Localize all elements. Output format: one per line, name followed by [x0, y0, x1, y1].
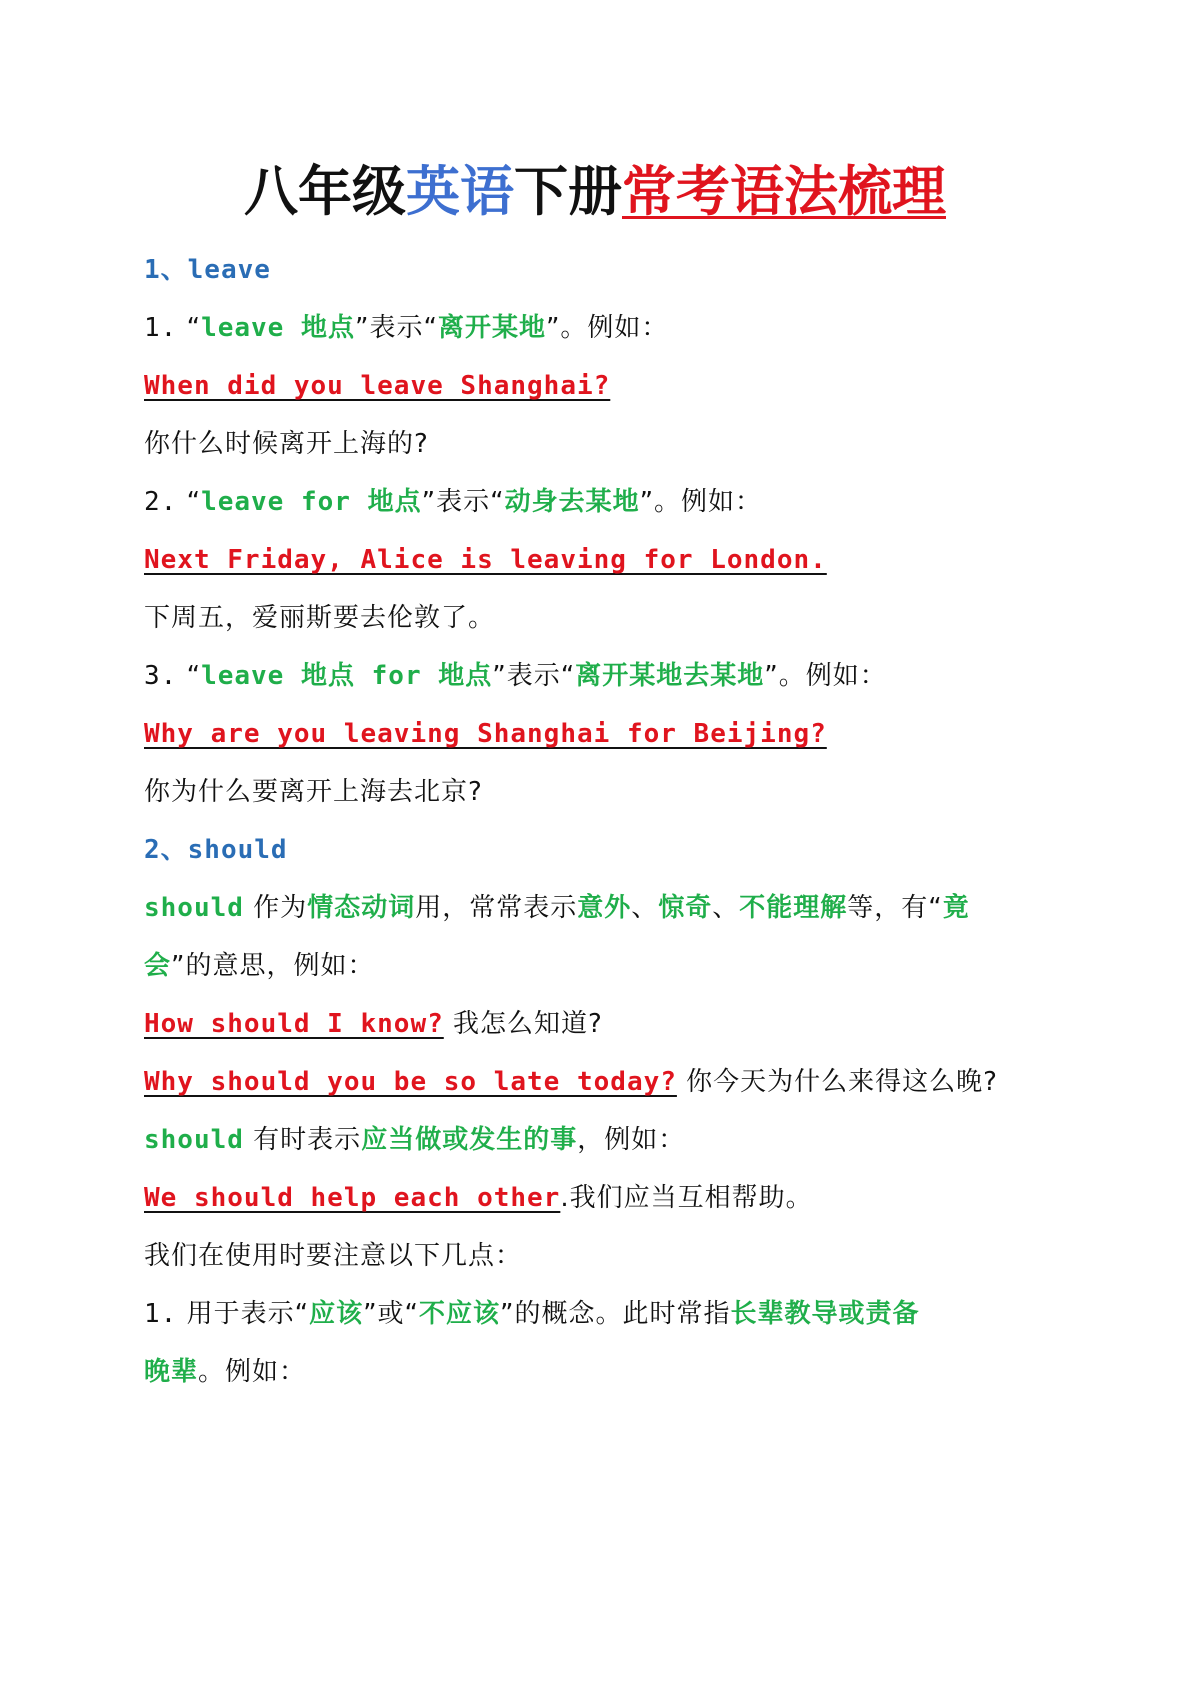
- example-1: [144, 366, 1070, 406]
- text-segment: 用，常常表示: [415, 893, 578, 923]
- rule-1: [144, 308, 1070, 348]
- text-segment: ”的概念。此时常指: [500, 1299, 731, 1329]
- translation-2: 下周五，爱丽斯要去伦敦了。: [144, 603, 496, 633]
- should-usage-paragraph: [144, 888, 1070, 928]
- example-1-text: When did you leave Shanghai?: [144, 371, 611, 401]
- highlight-jing: 竟: [942, 893, 970, 923]
- should-example-2-text: Why should you be so late today?: [144, 1067, 677, 1097]
- rule-2-end: ”。例如：: [639, 487, 763, 517]
- rule-1-meaning: 离开某地: [437, 313, 546, 343]
- should-example-2-translation: 你今天为什么来得这么晚?: [676, 1067, 998, 1097]
- rule-1-number: 1.: [144, 313, 178, 343]
- title-part-volume: 下册: [514, 160, 622, 223]
- should-example-1-text: How should I know?: [144, 1009, 444, 1039]
- should-example-3: [144, 1178, 1070, 1218]
- title-part-english: 英语: [406, 160, 514, 223]
- should-obligation-paragraph: [144, 1120, 1070, 1160]
- rule-3-pattern: leave 地点 for 地点: [201, 661, 493, 691]
- highlight-should: 应该: [309, 1299, 364, 1329]
- rule-3-number: 3.: [144, 661, 178, 691]
- text-segment: 作为: [243, 893, 308, 923]
- translation-1: 你什么时候离开上海的?: [144, 429, 429, 459]
- text-segment: 用于表示“: [177, 1299, 310, 1329]
- rule-2-pattern: leave for 地点: [201, 487, 422, 517]
- title-part-grammar: 常考语法梳理: [622, 160, 946, 223]
- rule-3: [144, 656, 1070, 696]
- note-1-cont: [144, 1352, 1070, 1392]
- highlight-hui: 会: [144, 951, 172, 981]
- should-example-1: [144, 1004, 1070, 1044]
- text-segment: 等，有“: [847, 893, 943, 923]
- highlight-incomprehension: 不能理解: [739, 893, 848, 923]
- rule-1-end: ”。例如：: [545, 313, 669, 343]
- example-2: [144, 540, 1070, 580]
- rule-3-quote: “: [186, 661, 202, 691]
- rule-2-quote: “: [186, 487, 202, 517]
- text-segment: 、: [712, 893, 740, 923]
- text-segment: 有时表示: [243, 1125, 362, 1155]
- example-3-text: Why are you leaving Shanghai for Beijing?: [144, 719, 827, 749]
- highlight-juniors: 晚辈: [144, 1357, 199, 1387]
- translation-3: 你为什么要离开上海去北京?: [144, 777, 483, 807]
- section-1-heading: 1、leave: [144, 255, 271, 285]
- notes-intro: 我们在使用时要注意以下几点：: [144, 1241, 523, 1271]
- rule-2-meaning: 动身去某地: [504, 487, 640, 517]
- should-usage-paragraph-cont: [144, 946, 1070, 986]
- text-segment: ，例如：: [577, 1125, 686, 1155]
- highlight-should-not: 不应该: [419, 1299, 501, 1329]
- rule-2-number: 2.: [144, 487, 178, 517]
- keyword-should: should: [144, 893, 244, 923]
- rule-1-mid: ”表示“: [354, 313, 438, 343]
- should-example-2: [144, 1062, 1070, 1102]
- text-segment: ”的意思，例如：: [171, 951, 375, 981]
- example-2-text: Next Friday, Alice is leaving for London.: [144, 545, 827, 575]
- should-example-3-translation: .我们应当互相帮助。: [560, 1183, 813, 1213]
- rule-1-quote: “: [186, 313, 202, 343]
- rule-3-mid: ”表示“: [492, 661, 576, 691]
- highlight-astonishment: 惊奇: [658, 893, 713, 923]
- note-1: [144, 1294, 1070, 1334]
- text-segment: ”或“: [363, 1299, 420, 1329]
- rule-2: [144, 482, 1070, 522]
- highlight-modal-verb: 情态动词: [307, 893, 416, 923]
- note-1-number: 1.: [144, 1299, 178, 1329]
- rule-3-meaning: 离开某地去某地: [575, 661, 765, 691]
- example-3: [144, 714, 1070, 754]
- highlight-elders: 长辈教导或责备: [730, 1299, 920, 1329]
- keyword-should: should: [144, 1125, 244, 1155]
- text-segment: 。例如：: [198, 1357, 307, 1387]
- highlight-obligation: 应当做或发生的事: [361, 1125, 578, 1155]
- page-title: [0, 156, 1190, 228]
- highlight-surprise: 意外: [577, 893, 632, 923]
- should-example-3-text: We should help each other: [144, 1183, 561, 1213]
- section-2-heading: 2、should: [144, 835, 288, 865]
- rule-2-mid: ”表示“: [421, 487, 505, 517]
- title-part-grade: 八年级: [244, 160, 406, 223]
- should-example-1-translation: 我怎么知道?: [443, 1009, 603, 1039]
- rule-1-pattern: leave 地点: [201, 313, 355, 343]
- rule-3-end: ”。例如：: [764, 661, 887, 691]
- text-segment: 、: [631, 893, 659, 923]
